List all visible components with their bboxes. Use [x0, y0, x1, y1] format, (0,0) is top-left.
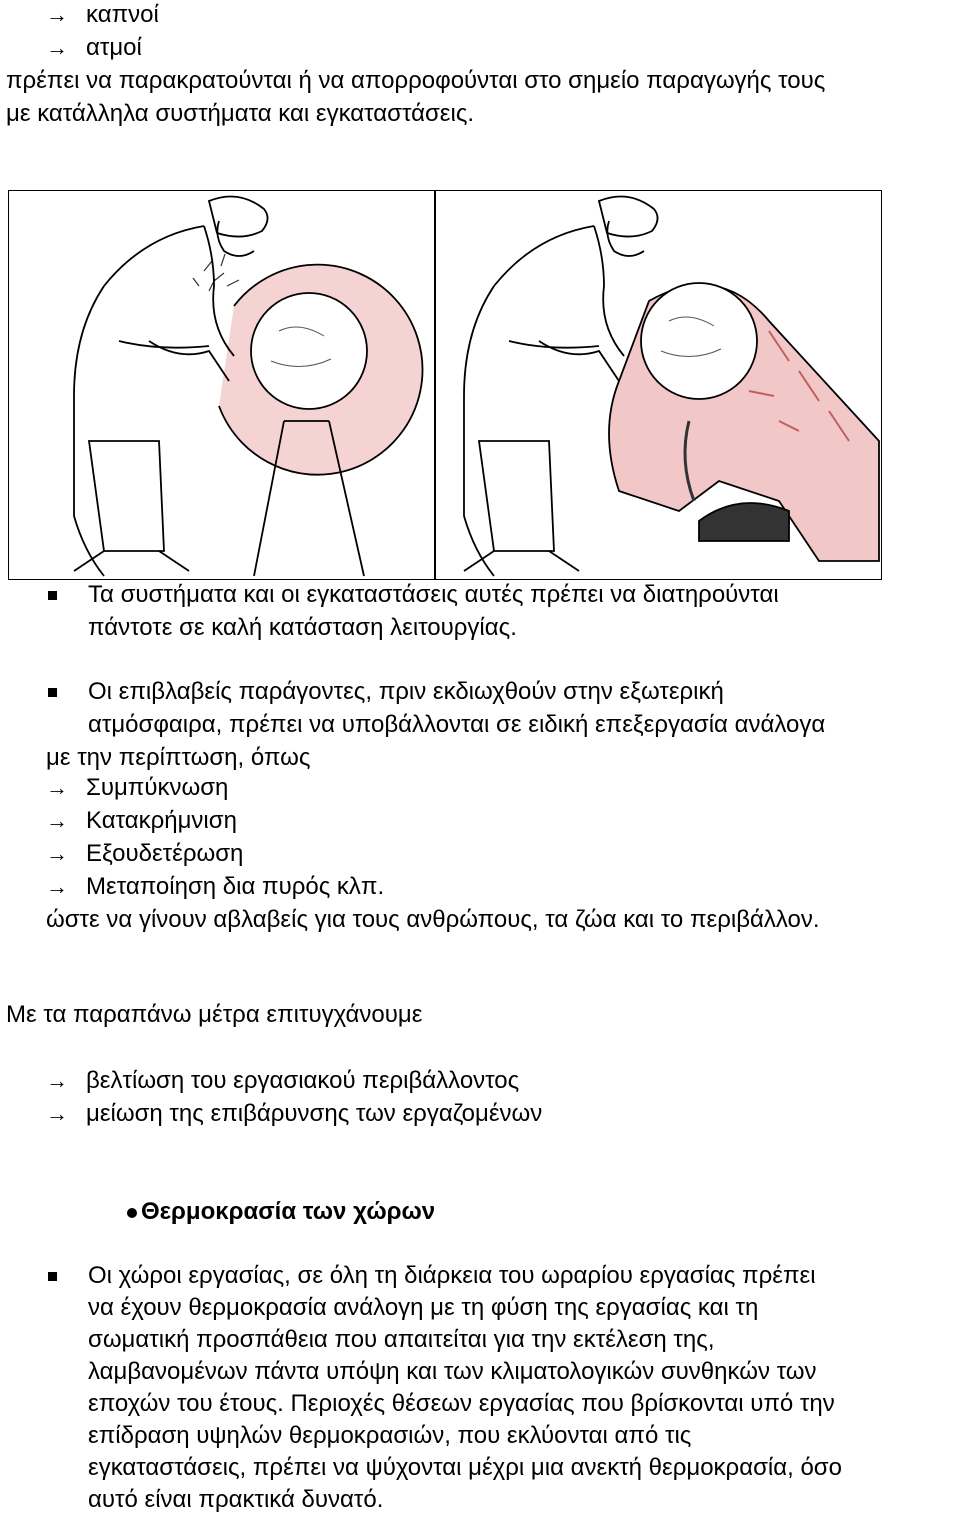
intro-line: με κατάλληλα συστήματα και εγκαταστάσεις. [6, 100, 475, 127]
right-arrow-icon: → [46, 1101, 68, 1126]
figure-divider [434, 191, 436, 579]
round-bullet-icon [127, 1208, 137, 1218]
arrow-item: → βελτίωση του εργασιακού περιβάλλοντος [46, 1067, 520, 1094]
illustration-figure [8, 190, 882, 580]
bullet1-line: πάντοτε σε καλή κατάσταση λειτουργίας. [88, 614, 517, 641]
bullet3-line: λαμβανομένων πάντα υπόψη και των κλιματολογικών συνθηκών των [88, 1358, 817, 1385]
square-bullet-icon [48, 688, 57, 697]
bullet3-line: να έχουν θερμοκρασία ανάλογη με τη φύση της εργασίας και τη [88, 1294, 759, 1321]
arrow-item: → Εξουδετέρωση [46, 840, 244, 867]
right-arrow-icon: → [46, 775, 68, 800]
arrow-item: → Συμπύκνωση [46, 774, 229, 801]
arrow-item: → Κατακρήμνιση [46, 807, 237, 834]
square-bullet-icon [48, 1272, 57, 1281]
bullet3-line: Οι χώροι εργασίας, σε όλη τη διάρκεια του ωραρίου εργασίας πρέπει [88, 1262, 816, 1289]
bullet3-line: αυτό είναι πρακτικά δυνατό. [88, 1486, 384, 1513]
square-bullet-icon [48, 591, 57, 600]
bullet3-line: εποχών του έτους. Περιοχές θέσεων εργασίας που βρίσκονται υπό την [88, 1390, 835, 1417]
bullet2-line: Οι επιβλαβείς παράγοντες, πριν εκδιωχθούν στην εξωτερική [88, 678, 724, 705]
right-arrow-icon: → [46, 874, 68, 899]
bullet3-line: επίδραση υψηλών θερμοκρασιών, που εκλύονται από τις [88, 1422, 692, 1449]
grinding-illustration [9, 191, 881, 579]
right-arrow-icon: → [46, 35, 68, 60]
bullet3-line: εγκαταστάσεις, πρέπει να ψύχονται μέχρι μια ανεκτή θερμοκρασία, όσο [88, 1454, 842, 1481]
left-panel-drawing [74, 197, 423, 577]
arrow-item-vapors: → ατμοί [46, 34, 142, 61]
right-arrow-icon: → [46, 2, 68, 27]
right-arrow-icon: → [46, 841, 68, 866]
right-panel-drawing [464, 197, 879, 577]
bullet2-closing: ώστε να γίνουν αβλαβείς για τους ανθρώπους, τα ζώα και το περιβάλλον. [46, 906, 820, 933]
arrow-item: → μείωση της επιβάρυνσης των εργαζομένων [46, 1100, 543, 1127]
bullet2-line: ατμόσφαιρα, πρέπει να υποβάλλονται σε ειδική επεξεργασία ανάλογα [88, 711, 826, 738]
right-arrow-icon: → [46, 808, 68, 833]
arrow-item: → Μεταποίηση δια πυρός κλπ. [46, 873, 385, 900]
bullet1-line: Τα συστήματα και οι εγκαταστάσεις αυτές πρέπει να διατηρούνται [88, 581, 779, 608]
arrow-item-smoke: → καπνοί [46, 1, 159, 28]
measures-intro: Με τα παραπάνω μέτρα επιτυγχάνουμε [6, 1001, 423, 1028]
bullet3-line: σωματική προσπάθεια που απαιτείται για την εκτέλεση της, [88, 1326, 715, 1353]
bullet2-line: με την περίπτωση, όπως [46, 744, 311, 771]
right-arrow-icon: → [46, 1068, 68, 1093]
section-heading: Θερμοκρασία των χώρων [127, 1197, 435, 1227]
intro-line: πρέπει να παρακρατούνται ή να απορροφούνται στο σημείο παραγωγής τους [6, 67, 826, 94]
